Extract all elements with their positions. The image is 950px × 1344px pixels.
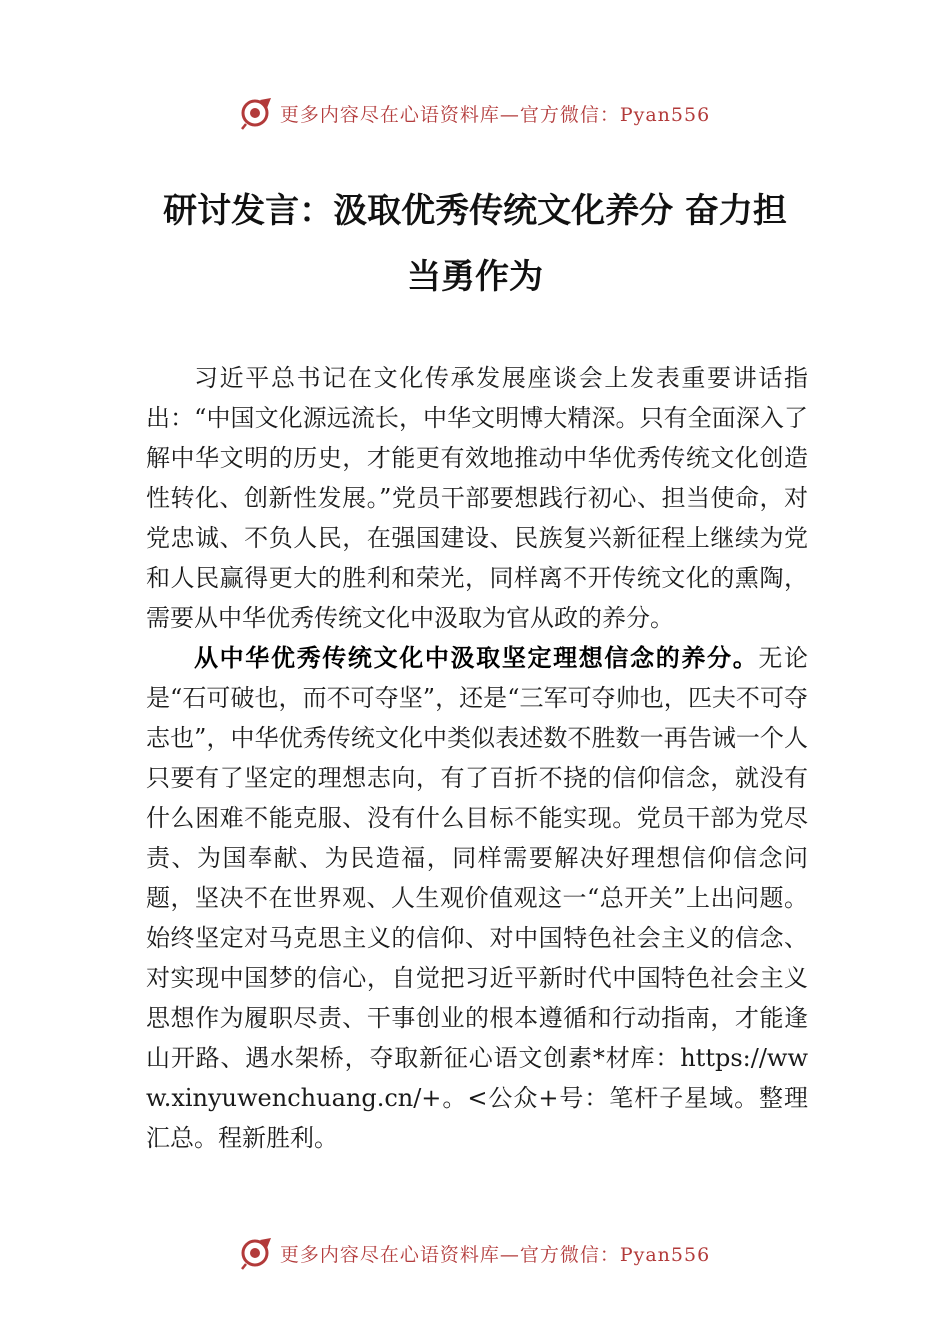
title-line-2: 当勇作为 (407, 257, 543, 297)
paragraph-2 (146, 638, 808, 1158)
paragraph-1-text: 习近平总书记在文化传承发展座谈会上发表重要讲话指出：“中国文化源远流长，中华文明博大精深。只有全面深入了解中华文明的历史，才能更有效地推动中华优秀传统文化创造性转化、创新性发展。”党员干部要想践行初心、担当使命，对党忠诚、不负人民，在强国建设、民族复兴新征程上继续为党和人民赢得更大的胜利和荣光，同样离不开传统文化的熏陶，需要从中华优秀传统文化中汲取为官从政的养分。 (146, 364, 808, 632)
document-title (130, 178, 820, 310)
watermark-text: 更多内容尽在心语资料库—官方微信：Pyan556 (279, 1243, 711, 1266)
pen-logo-icon (240, 96, 274, 130)
header-watermark (0, 96, 950, 130)
pen-logo-icon (240, 1236, 274, 1270)
footer-watermark (0, 1236, 950, 1270)
paragraph-1 (146, 358, 808, 638)
watermark-text: 更多内容尽在心语资料库—官方微信：Pyan556 (279, 103, 711, 126)
paragraph-2-lead: 从中华优秀传统文化中汲取坚定理想信念的养分。 (194, 644, 759, 672)
title-line-1: 研讨发言：汲取优秀传统文化养分 奋力担 (163, 191, 787, 231)
document-body (146, 358, 808, 1158)
paragraph-2-text: 无论是“石可破也，而不可夺坚”，还是“三军可夺帅也，匹夫不可夺志也”，中华优秀传统文化中类似表述数不胜数一再告诫一个人只要有了坚定的理想志向，有了百折不挠的信仰信念，就没有什么困难不能克服、没有什么目标不能实现。党员干部为党尽责、为国奉献、为民造福，同样需要解决好理想信仰信念问题，坚决不在世界观、人生观价值观这一“总开关”上出问题。始终坚定对马克思主义的信仰、对中国特色社会主义的信念、对实现中国梦的信心，自觉把习近平新时代中国特色社会主义思想作为履职尽责、干事创业的根本遵循和行动指南，才能逢山开路、遇水架桥，夺取新征心语文创素*材库：https://www.xinyuwenchuang.cn/+。<公众+号：笔杆子星域。整理汇总。程新胜利。 (146, 644, 809, 1152)
